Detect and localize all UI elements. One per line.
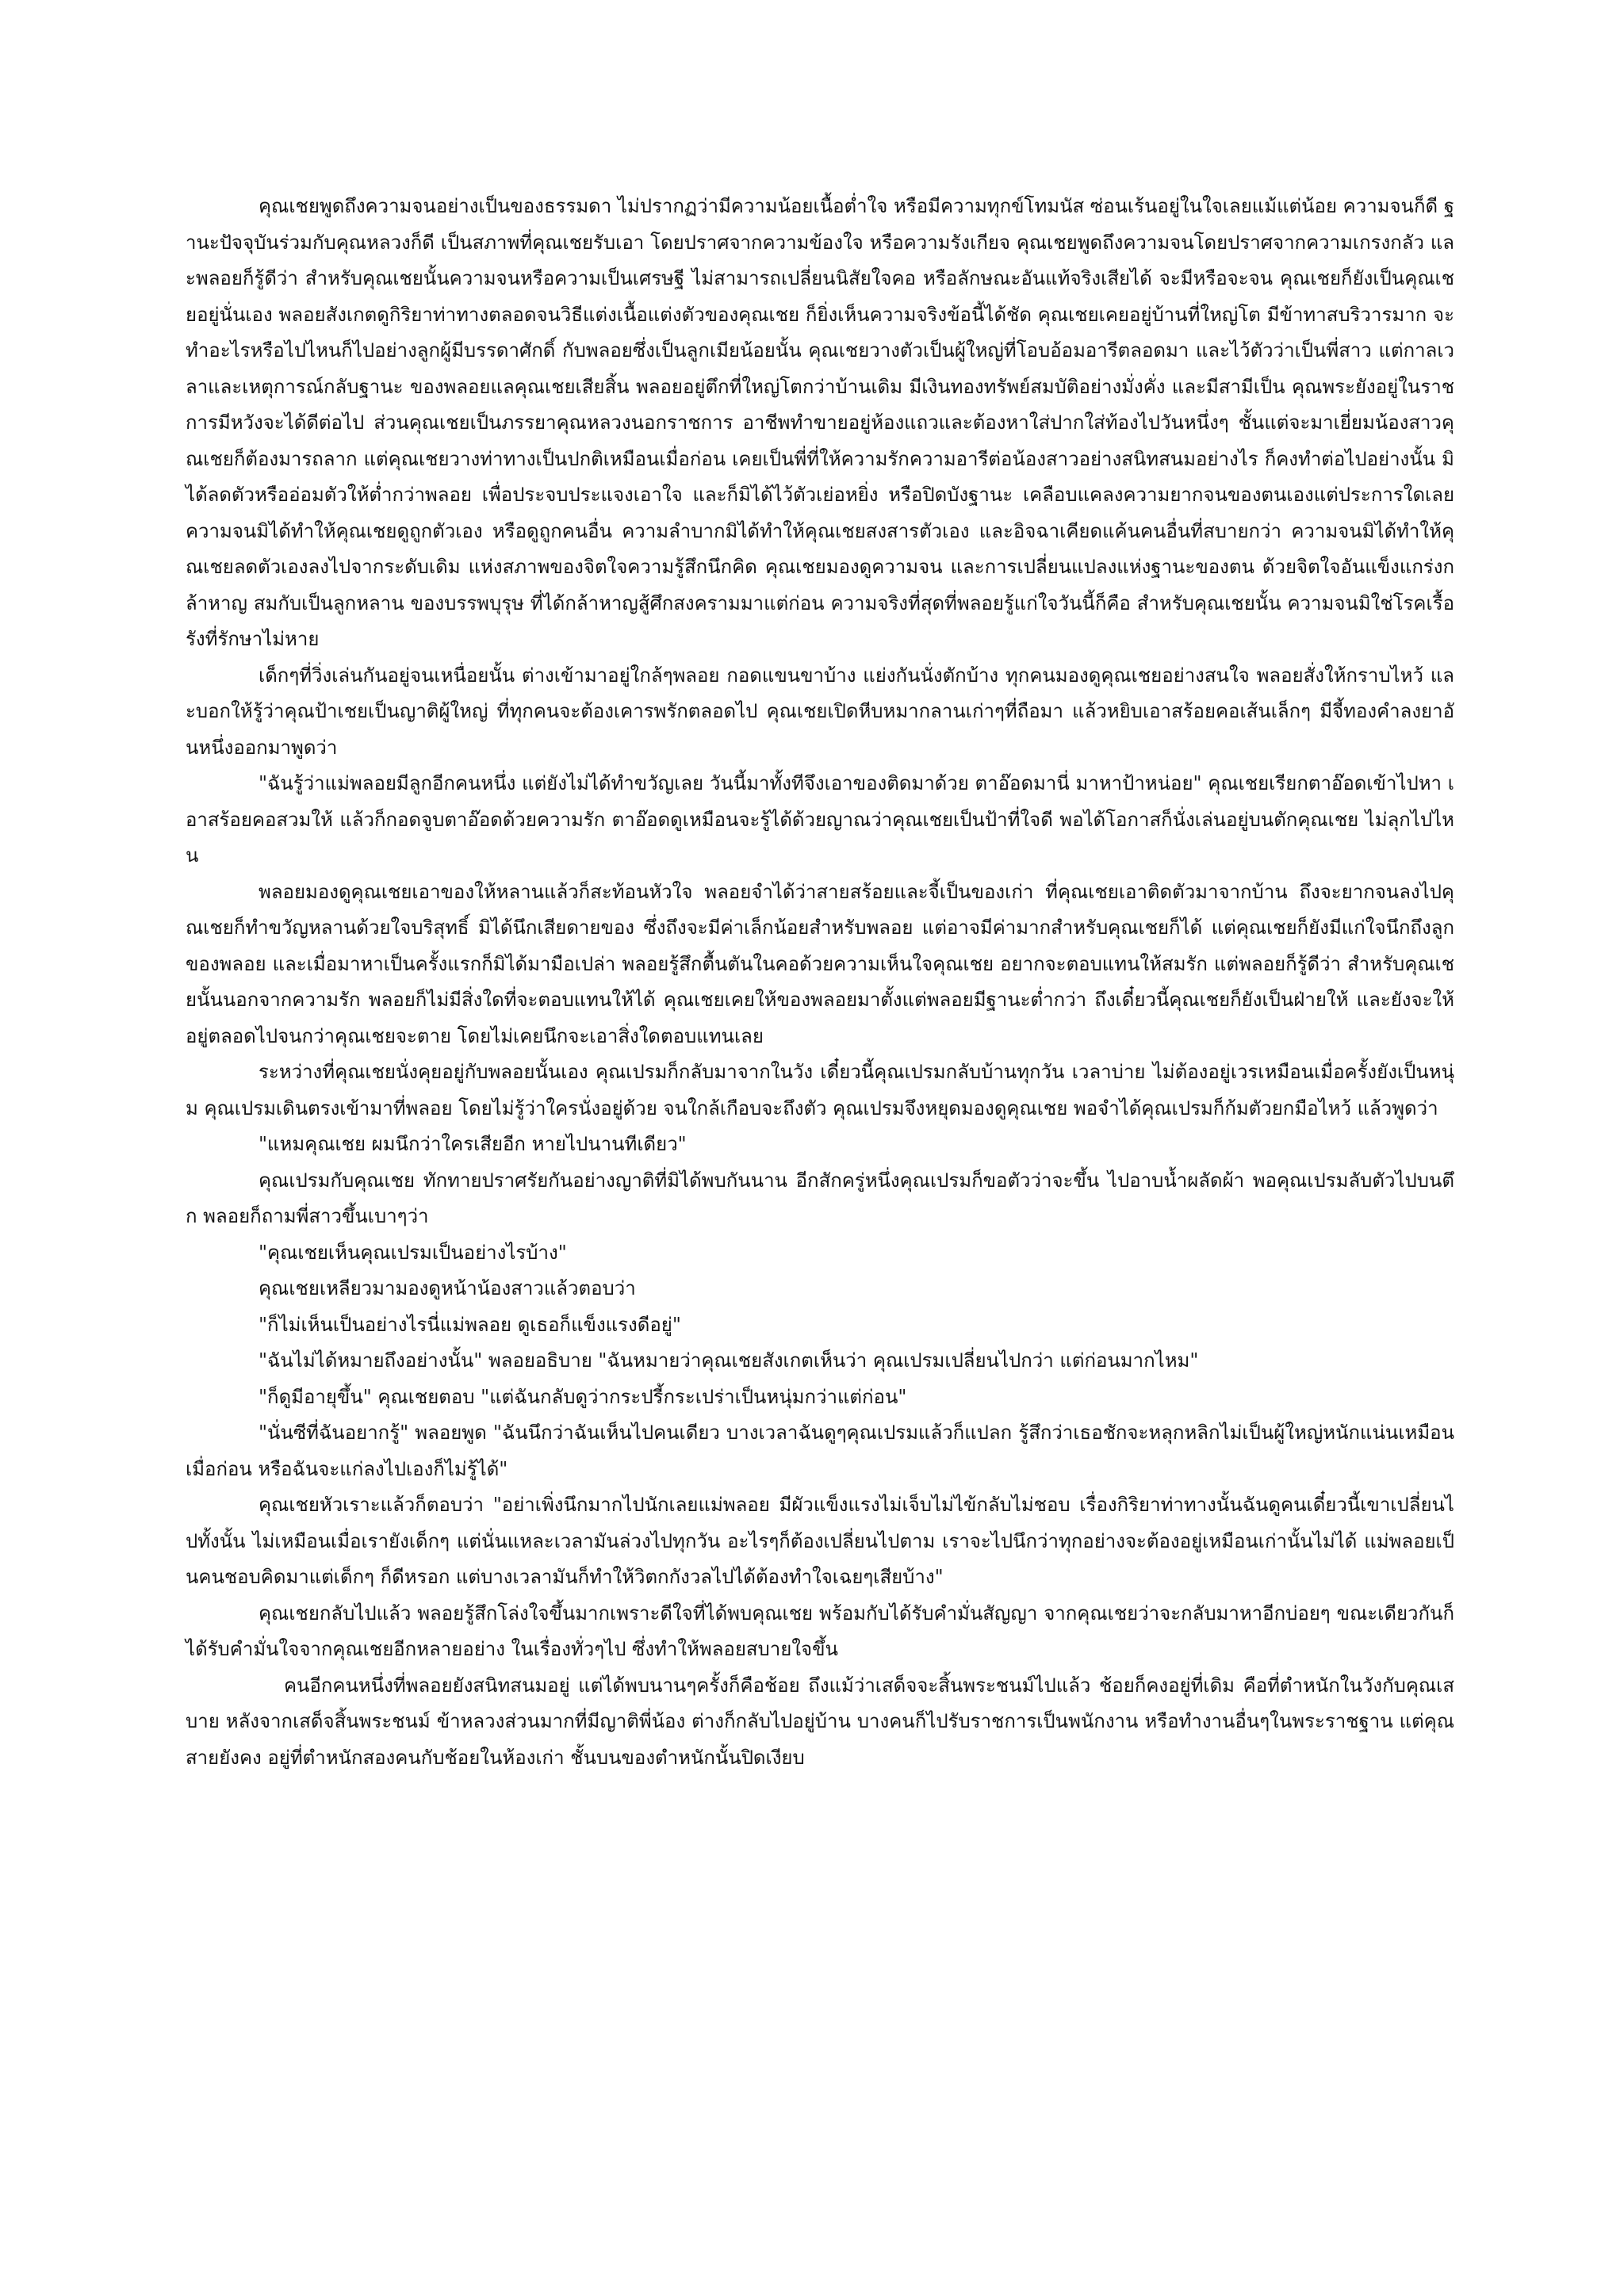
paragraph: คุณเชยกลับไปแล้ว พลอยรู้สึกโล่งใจขึ้นมากเพราะดีใจที่ได้พบคุณเชย พร้อมกับได้รับคำมั่นสัญญา จากคุณเชยว่าจะกลับมาหาอีกบ่อยๆ ขณะเดียวกันก็ได้รับคำมั่นใจจากคุณเชยอีกหลายอย่าง ในเรื่องทั่วๆไป ซึ่งทำให้พลอยสบายใจขึ้น (186, 1601, 1454, 1660)
paragraph: ระหว่างที่คุณเชยนั่งคุยอยู่กับพลอยนั้นเอง คุณเปรมก็กลับมาจากในวัง เดี๋ยวนี้คุณเปรมกลับบ้านทุกวัน เวลาบ่าย ไม่ต้องอยู่เวรเหมือนเมื่อครั้งยังเป็นหนุ่ม คุณเปรมเดินตรงเข้ามาที่พลอย โดยไม่รู้ว่าใครนั่งอยู่ด้วย จนใกล้เกือบจะถึงตัว คุณเปรมจึงหยุดมองดูคุณเชย พอจำได้คุณเปรมก็ก้มตัวยกมือไหว้ แล้วพูดว่า (186, 1061, 1454, 1119)
paragraph: คุณเชยพูดถึงความจนอย่างเป็นของธรรมดา ไม่ปรากฏว่ามีความน้อยเนื้อต่ำใจ หรือมีความทุกข์โทมนัส ซ่อนเร้นอยู่ในใจเลยแม้แต่น้อย ความจนก็ดี ฐานะปัจจุบันร่วมกับคุณหลวงก็ดี เป็นสภาพที่คุณเชยรับเอา โดยปราศจากความข้องใจ หรือความรังเกียจ คุณเชยพูดถึงความจนโดยปราศจากความเกรงกลัว และพลอยก็รู้ดีว่า สำหรับคุณเชยนั้นความจนหรือความเป็นเศรษฐี ไม่สามารถเปลี่ยนนิสัยใจคอ หรือลักษณะอันแท้จริงเสียได้ จะมีหรือจะจน คุณเชยก็ยังเป็นคุณเชยอยู่นั่นเอง พลอยสังเกตดูกิริยาท่าทางตลอดจนวิธีแต่งเนื้อแต่งตัวของคุณเชย ก็ยิ่งเห็นความจริงข้อนี้ได้ชัด คุณเชยเคยอยู่บ้านที่ใหญ่โต มีข้าทาสบริวารมาก จะทำอะไรหรือไปไหนก็ไปอย่างลูกผู้มีบรรดาศักดิ์ กับพลอยซึ่งเป็นลูกเมียน้อยนั้น คุณเชยวางตัวเป็นผู้ใหญ่ที่โอบอ้อมอารีตลอดมา และไว้ตัวว่าเป็นพี่สาว แต่กาลเวลาและเหตุการณ์กลับฐานะ ของพลอยแลคุณเชยเสียสิ้น พลอยอยู่ตึกที่ใหญ่โตกว่าบ้านเดิม มีเงินทองทรัพย์สมบัติอย่างมั่งคั่ง และมีสามีเป็น คุณพระยังอยู่ในราชการมีหวังจะได้ดีต่อไป ส่วนคุณเชยเป็นภรรยาคุณหลวงนอกราชการ อาชีพทำขายอยู่ห้องแถวและต้องหาใส่ปากใส่ท้องไปวันหนึ่งๆ ชั้นแต่จะมาเยี่ยมน้องสาวคุณเชยก็ต้องมารถลาก แต่คุณเชยวางท่าทางเป็นปกติเหมือนเมื่อก่อน เคยเป็นพี่ที่ให้ความรักความอารีต่อน้องสาวอย่างสนิทสนมอย่างไร ก็คงทำต่อไปอย่างนั้น มิได้ลดตัวหรืออ่อมตัวให้ต่ำกว่าพลอย เพื่อประจบประแจงเอาใจ และก็มิได้ไว้ตัวเย่อหยิ่ง หรือปิดบังฐานะ เคลือบแคลงความยากจนของตนเองแต่ประการใดเลย ความจนมิได้ทำให้คุณเชยดูถูกตัวเอง หรือดูถูกคนอื่น ความลำบากมิได้ทำให้คุณเชยสงสารตัวเอง และอิจฉาเคียดแค้นคนอื่นที่สบายกว่า ความจนมิได้ทำให้คุณเชยลดตัวเองลงไปจากระดับเดิม แห่งสภาพของจิตใจความรู้สึกนึกคิด คุณเชยมองดูความจน และการเปลี่ยนแปลงแห่งฐานะของตน ด้วยจิตใจอันแข็งแกร่งกล้าหาญ สมกับเป็นลูกหลาน ของบรรพบุรุษ ที่ได้กล้าหาญสู้ศึกสงครามมาแต่ก่อน ความจริงที่สุดที่พลอยรู้แก่ใจวันนี้ก็คือ สำหรับคุณเชยนั้น ความจนมิใช่โรคเรื้อรังที่รักษาไม่หาย (186, 195, 1454, 650)
paragraph: พลอยมองดูคุณเชยเอาของให้หลานแล้วก็สะท้อนหัวใจ พลอยจำได้ว่าสายสร้อยและจี้เป็นของเก่า ที่คุณเชยเอาติดตัวมาจากบ้าน ถึงจะยากจนลงไปคุณเชยก็ทำขวัญหลานด้วยใจบริสุทธิ์ มิได้นึกเสียดายของ ซึ่งถึงจะมีค่าเล็กน้อยสำหรับพลอย แต่อาจมีค่ามากสำหรับคุณเชยก็ได้ แต่คุณเชยก็ยังมีแก่ใจนึกถึงลูกของพลอย และเมื่อมาหาเป็นครั้งแรกก็มิได้มามือเปล่า พลอยรู้สึกตื้นตันในคอด้วยความเห็นใจคุณเชย อยากจะตอบแทนให้สมรัก แต่พลอยก็รู้ดีว่า สำหรับคุณเชยนั้นนอกจากความรัก พลอยก็ไม่มีสิ่งใดที่จะตอบแทนให้ได้ คุณเชยเคยให้ของพลอยมาตั้งแต่พลอยมีฐานะต่ำกว่า ถึงเดี๋ยวนี้คุณเชยก็ยังเป็นฝ่ายให้ และยังจะให้อยู่ตลอดไปจนกว่าคุณเชยจะตาย โดยไม่เคยนึกจะเอาสิ่งใดตอบแทนเลย (186, 880, 1454, 1047)
dialogue-line: "ก็ไม่เห็นเป็นอย่างไรนี่แม่พลอย ดูเธอก็แข็งแรงดีอยู่" (259, 1313, 681, 1336)
paragraph: เด็กๆที่วิ่งเล่นกันอยู่จนเหนื่อยนั้น ต่างเข้ามาอยู่ใกล้ๆพลอย กอดแขนขาบ้าง แย่งกันนั่งตักบ้าง ทุกคนมองดูคุณเชยอย่างสนใจ พลอยสั่งให้กราบไหว้ และบอกให้รู้ว่าคุณป้าเชยเป็นญาติผู้ใหญ่ ที่ทุกคนจะต้องเคารพรักตลอดไป คุณเชยเปิดหีบหมากลานเก่าๆที่ถือมา แล้วหยิบเอาสร้อยคอเส้นเล็กๆ มีจี้ทองคำลงยาอันหนึ่งออกมาพูดว่า (186, 664, 1454, 759)
dialogue-line: "ก็ดูมีอายุขึ้น" คุณเชยตอบ "แต่ฉันกลับดูว่ากระปรี้กระเปร่าเป็นหนุ่มกว่าแต่ก่อน" (259, 1385, 907, 1408)
paragraph: คุณเชยเหลียวมามองดูหน้าน้องสาวแล้วตอบว่า (259, 1277, 636, 1299)
dialogue-line: "แหมคุณเชย ผมนึกว่าใครเสียอีก หายไปนานทีเดียว" (259, 1133, 687, 1155)
paragraph: คุณเปรมกับคุณเชย ทักทายปราศรัยกันอย่างญาติที่มิได้พบกันนาน อีกสักครู่หนึ่งคุณเปรมก็ขอตัวว่าจะขึ้น ไปอาบน้ำผลัดผ้า พอคุณเปรมลับตัวไปบนตึก พลอยก็ถามพี่สาวขึ้นเบาๆว่า (186, 1169, 1454, 1227)
dialogue-paragraph: คุณเชยหัวเราะแล้วก็ตอบว่า "อย่าเพิ่งนึกมากไปนักเลยแม่พลอย มีผัวแข็งแรงไม่เจ็บไม่ไข้กลับไม่ชอบ เรื่องกิริยาท่าทางนั้นฉันดูคนเดี๋ยวนี้เขาเปลี่ยนไปทั้งนั้น ไม่เหมือนเมื่อเรายังเด็กๆ แต่นั่นแหละเวลามันล่วงไปทุกวัน อะไรๆก็ต้องเปลี่ยนไปตาม เราจะไปนึกว่าทุกอย่างจะต้องอยู่เหมือนเก่านั้นไม่ได้ แม่พลอยเป็นคนชอบคิดมาแต่เด็กๆ ก็ดีหรอก แต่บางเวลามันก็ทำให้วิตกกังวลไปได้ต้องทำใจเฉยๆเสียบ้าง" (186, 1494, 1454, 1588)
dialogue-line: "ฉันไม่ได้หมายถึงอย่างนั้น" พลอยอธิบาย "ฉันหมายว่าคุณเชยสังเกตเห็นว่า คุณเปรมเปลี่ยนไปกว่า แต่ก่อนมากไหม" (259, 1349, 1199, 1372)
dialogue-line: "คุณเชยเห็นคุณเปรมเป็นอย่างไรบ้าง" (259, 1241, 567, 1264)
paragraph: คนอีกคนหนึ่งที่พลอยยังสนิทสนมอยู่ แต่ได้พบนานๆครั้งก็คือช้อย ถึงแม้ว่าเสด็จจะสิ้นพระชนม์ไปแล้ว ช้อยก็คงอยู่ที่เดิม คือที่ตำหนักในวังกับคุณเสบาย หลังจากเสด็จสิ้นพระชนม์ ข้าหลวงส่วนมากที่มีญาติพี่น้อง ต่างก็กลับไปอยู่บ้าน บางคนก็ไปรับราชการเป็นพนักงาน หรือทำงานอื่นๆในพระราชฐาน แต่คุณสายยังคง อยู่ที่ตำหนักสองคนกับช้อยในห้องเก่า ชั้นบนของตำหนักนั้นปิดเงียบ (186, 1674, 1454, 1769)
body-text (186, 189, 1454, 1776)
dialogue-paragraph: "นั่นซีที่ฉันอยากรู้" พลอยพูด "ฉันนึกว่าฉันเห็นไปคนเดียว บางเวลาฉันดูๆคุณเปรมแล้วก็แปลก รู้สึกว่าเธอชักจะหลุกหลิกไม่เป็นผู้ใหญ่หนักแน่นเหมือนเมื่อก่อน หรือฉันจะแก่ลงไปเองก็ไม่รู้ได้" (186, 1422, 1454, 1480)
dialogue-paragraph: "ฉันรู้ว่าแม่พลอยมีลูกอีกคนหนึ่ง แต่ยังไม่ได้ทำขวัญเลย วันนี้มาทั้งทีจึงเอาของติดมาด้วย ตาอ๊อดมานี่ มาหาป้าหน่อย" คุณเชยเรียกตาอ๊อดเข้าไปหา เอาสร้อยคอสวมให้ แล้วก็กอดจูบตาอ๊อดด้วยความรัก ตาอ๊อดดูเหมือนจะรู้ได้ด้วยญาณว่าคุณเชยเป็นป้าที่ใจดี พอได้โอกาสก็นั่งเล่นอยู่บนตักคุณเชย ไม่ลุกไปไหน (186, 772, 1454, 867)
